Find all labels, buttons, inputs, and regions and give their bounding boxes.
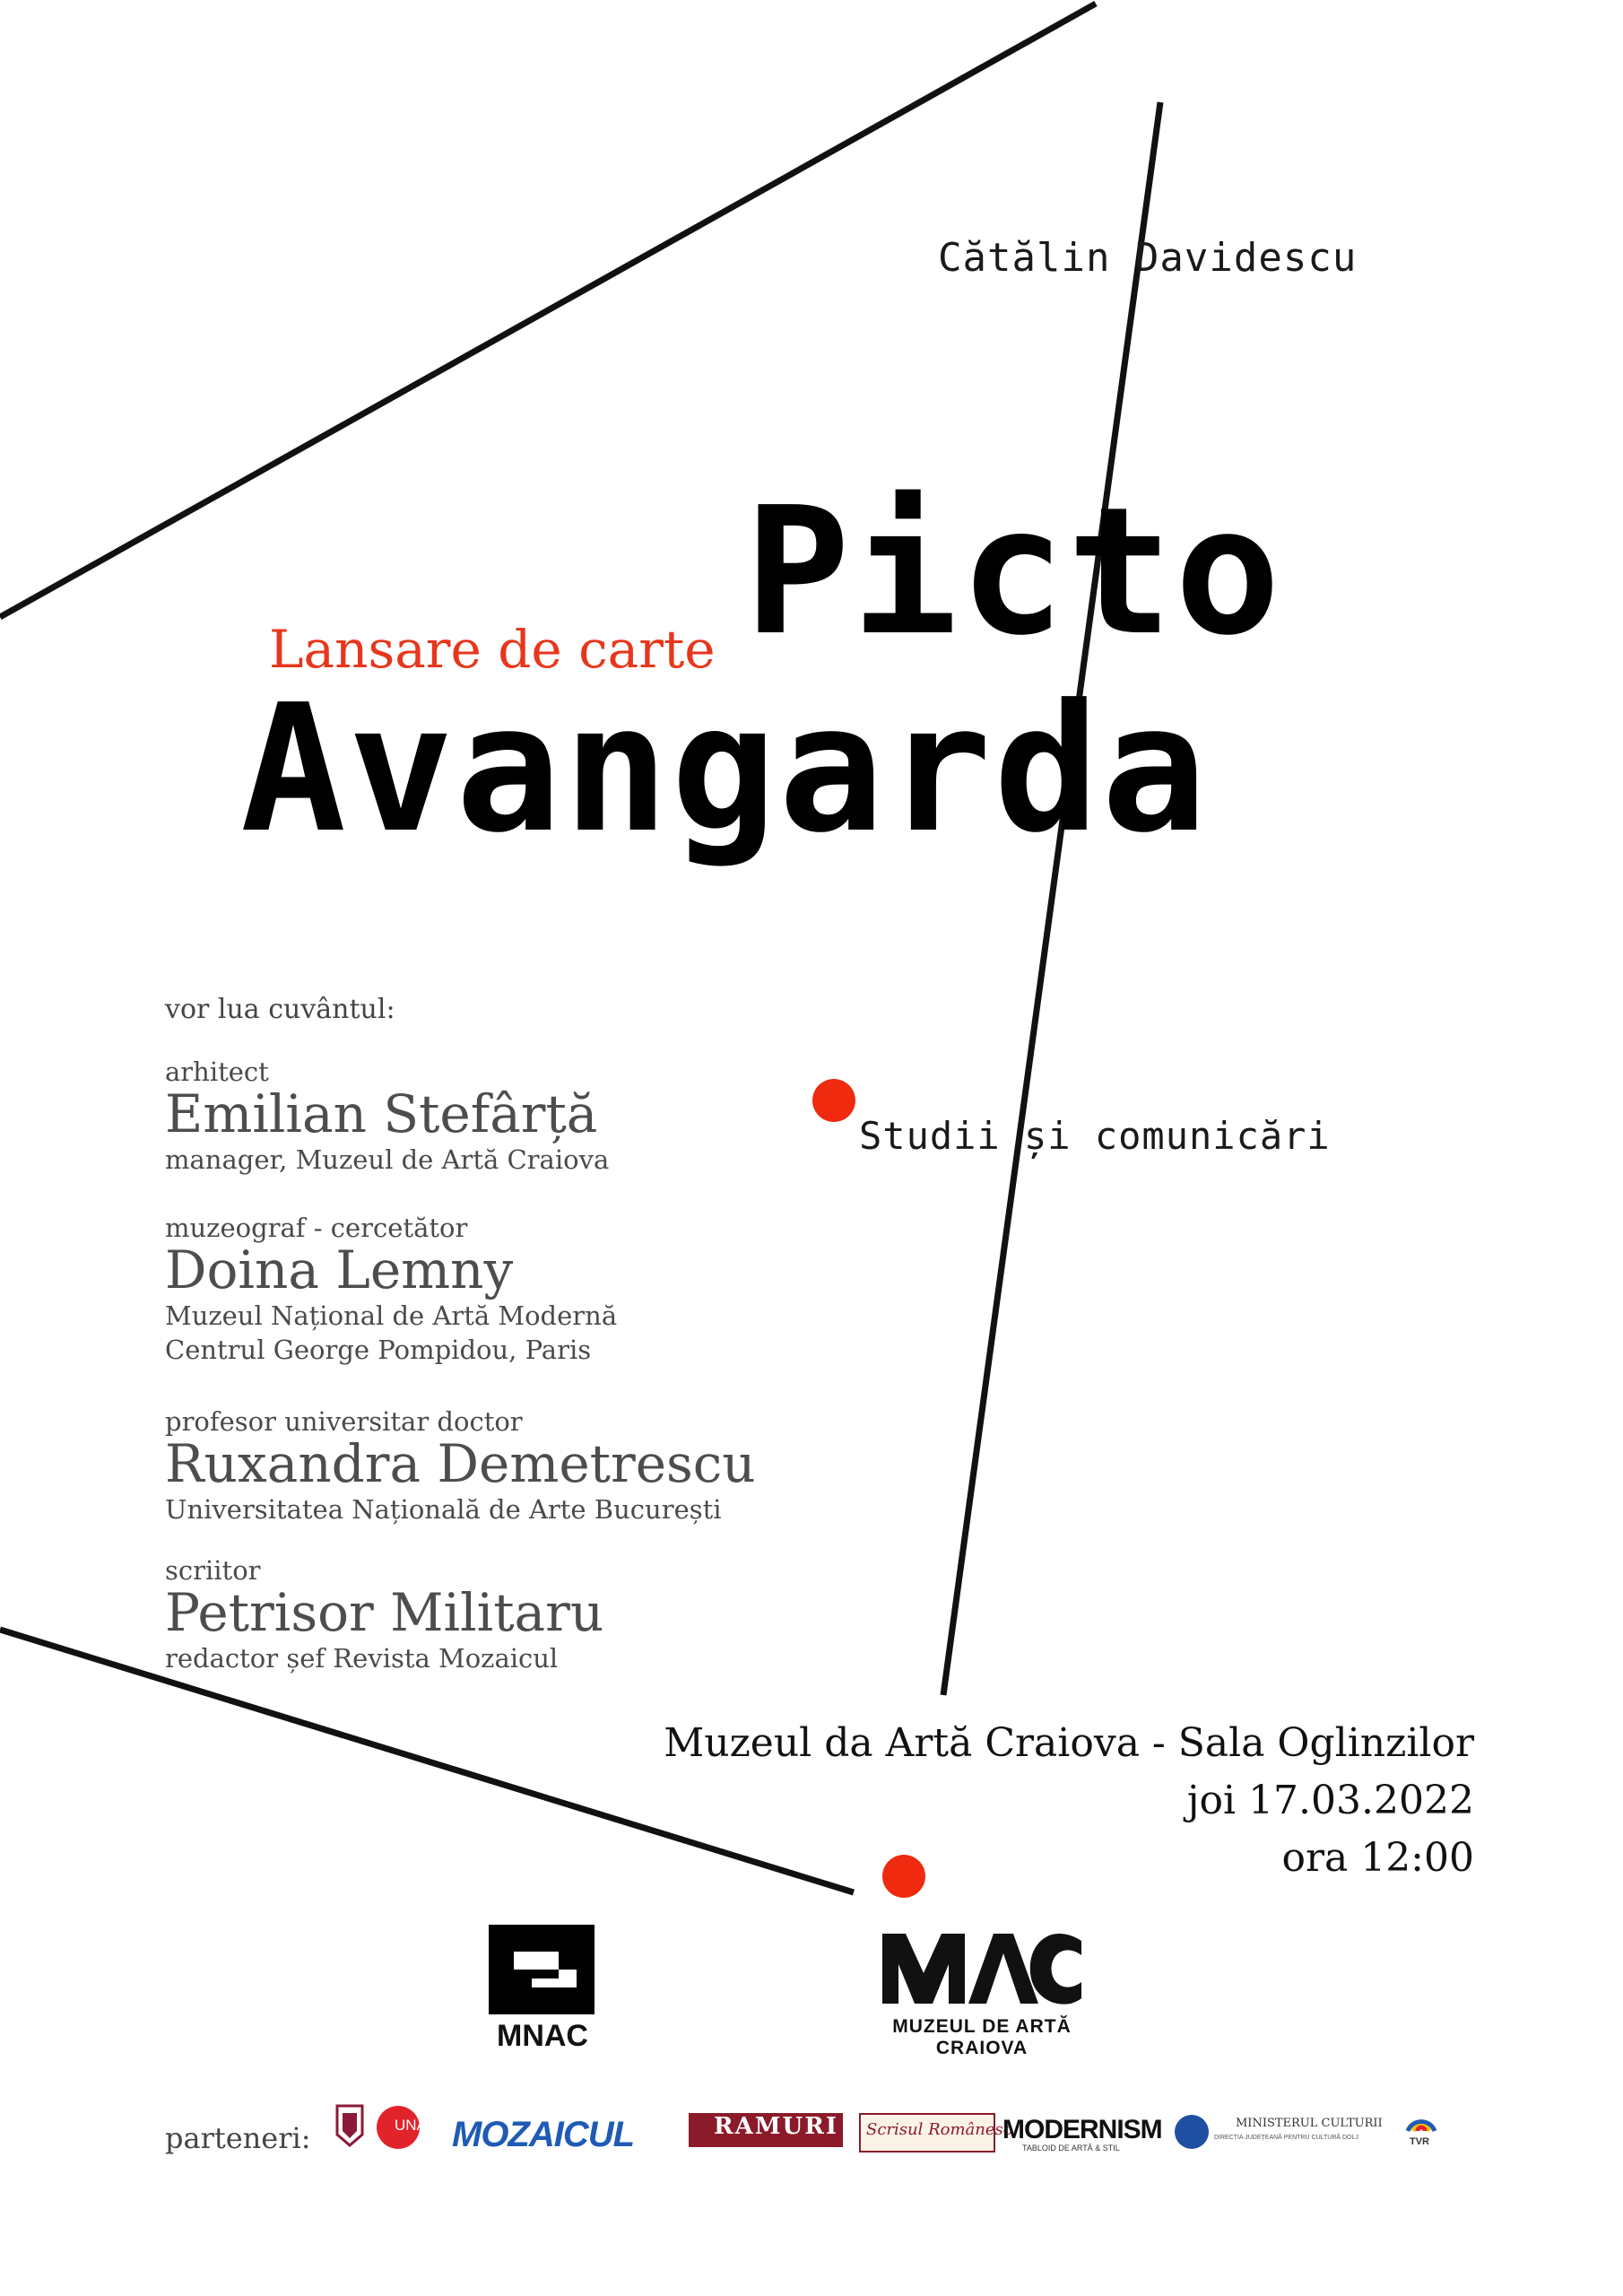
speaker-1 (165, 1057, 609, 1175)
mac-logo-icon (879, 1928, 1085, 2009)
mac-label-line1: MUZEUL DE ARTĂ (892, 2016, 1072, 2037)
speaker-name: Petrisor Militaru (165, 1582, 604, 1643)
ramuri-logo-label: RAMURI (714, 2113, 839, 2140)
ministerul-logo-label: MINISTERUL CULTURII (1236, 2117, 1383, 2130)
red-dot-upper (812, 1079, 855, 1122)
speaker-affiliation: Universitatea Națională de Arte București (165, 1494, 722, 1525)
scrisul-romanesc-logo-label: Scrisul Românesc (866, 2120, 1012, 2139)
speaker-role: profesor universitar doctor (165, 1406, 523, 1437)
mnac-logo-label: MNAC (497, 2019, 588, 2053)
mac-label-line2: CRAIOVA (935, 2038, 1028, 2059)
speaker-name: Doina Lemny (165, 1239, 514, 1300)
speaker-role: scriitor (165, 1555, 261, 1586)
author-name: Cătălin Davidescu (938, 235, 1358, 281)
event-type: Lansare de carte (269, 619, 716, 680)
speaker-affiliation: Centrul George Pompidou, Paris (165, 1335, 592, 1365)
red-dot-lower (882, 1855, 925, 1898)
diagonal-line-vertical (943, 102, 1160, 1695)
speaker-role: arhitect (165, 1057, 269, 1087)
mnac-logo-icon (489, 1925, 595, 2014)
modernism-logo: MODERNISM (1002, 2115, 1162, 2144)
speaker-3 (165, 1406, 756, 1525)
speaker-2 (165, 1213, 617, 1365)
tvr-logo-icon (1404, 2104, 1438, 2135)
speaker-role: muzeograf - cercetător (165, 1213, 468, 1243)
title-line-1: Picto (744, 470, 1283, 674)
title-line-2: Avangarda (240, 667, 1210, 872)
speaker-affiliation: manager, Muzeul de Artă Craiova (165, 1144, 610, 1175)
venue-place: Muzeul da Artă Craiova - Sala Oglinzilor (664, 1720, 1474, 1766)
speakers-intro: vor lua cuvântul: (165, 994, 395, 1025)
university-emblem-icon (334, 2104, 366, 2149)
partners-label: parteneri: (165, 2121, 311, 2155)
speaker-4 (165, 1555, 603, 1674)
mac-logo-label (861, 2016, 1103, 2059)
ministerul-emblem-icon (1175, 2115, 1209, 2149)
event-time: ora 12:00 (1281, 1835, 1474, 1881)
modernism-logo-sub: TABLOID DE ARTĂ & STIL (1022, 2144, 1120, 2152)
speaker-name: Emilian Stefârță (165, 1083, 598, 1144)
unarte-logo-label: UNArte (395, 2117, 445, 2134)
speaker-affiliation: Muzeul Național de Artă Modernă (165, 1300, 618, 1331)
mozaicul-logo: MOZAICUL (452, 2115, 635, 2154)
tvr-logo-label: TVR (1410, 2136, 1429, 2147)
speaker-name: Ruxandra Demetrescu (165, 1433, 756, 1494)
ministerul-logo-sub: DIRECȚIA JUDEȚEANĂ PENTRU CULTURĂ DOLJ (1214, 2135, 1358, 2141)
book-subtitle: Studii și comunicări (859, 1114, 1331, 1158)
speaker-affiliation: redactor șef Revista Mozaicul (165, 1643, 559, 1674)
mac-mark-icon (879, 1928, 1085, 2009)
event-date: joi 17.03.2022 (1186, 1778, 1474, 1823)
